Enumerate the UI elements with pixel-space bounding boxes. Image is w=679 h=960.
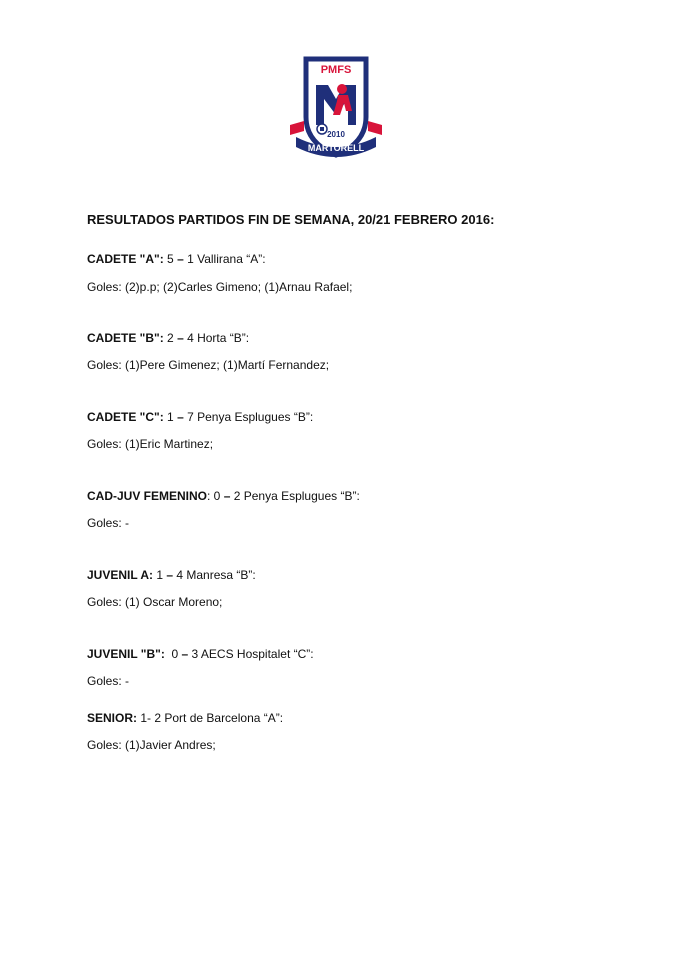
score-prefix: 1 <box>163 410 178 424</box>
match-result-line <box>87 410 313 424</box>
goals-line: Goles: (1)Javier Andres; <box>87 738 216 752</box>
score-prefix: 0 <box>164 647 182 661</box>
team-name: CAD-JUV FEMENINO <box>87 489 208 503</box>
team-name: CADETE "A": <box>87 252 164 266</box>
score-prefix: 5 <box>163 252 178 266</box>
crest-bottom-text: MARTORELL <box>307 143 365 153</box>
match-result-line <box>87 568 256 582</box>
team-name: CADETE "C": <box>87 410 164 424</box>
score-dash: – <box>166 568 174 582</box>
goals-line: Goles: - <box>87 674 130 688</box>
team-name: CADETE "B": <box>87 331 164 345</box>
score-prefix: 1- 2 Port de Barcelona “A”: <box>137 711 284 725</box>
team-name: JUVENIL "B": <box>87 647 165 661</box>
score-rest: 1 Vallirana “A”: <box>183 252 266 266</box>
goals-line: Goles: (1)Eric Martinez; <box>87 437 214 451</box>
crest-year: 2010 <box>327 130 345 139</box>
team-name: JUVENIL A: <box>87 568 154 582</box>
match-result-line <box>87 331 249 345</box>
score-dash: – <box>181 647 189 661</box>
goals-line: Goles: (2)p.p; (2)Carles Gimeno; (1)Arnau Rafael; <box>87 280 353 294</box>
score-dash: – <box>177 252 184 266</box>
score-dash: – <box>177 331 184 345</box>
match-result-line <box>87 489 360 503</box>
match-result-line <box>87 252 266 266</box>
crest-top-text: PMFS <box>320 64 352 76</box>
score-dash: – <box>177 410 184 424</box>
goals-line: Goles: (1) Oscar Moreno; <box>87 595 223 609</box>
score-dash: – <box>223 489 231 503</box>
score-prefix: 2 <box>163 331 178 345</box>
score-rest: 3 AECS Hospitalet “C”: <box>188 647 314 661</box>
score-rest: 4 Manresa “B”: <box>173 568 256 582</box>
score-rest: 7 Penya Esplugues “B”: <box>183 410 314 424</box>
goals-line: Goles: (1)Pere Gimenez; (1)Martí Fernandez; <box>87 358 330 372</box>
goals-line: Goles: - <box>87 516 130 530</box>
match-result-line <box>87 711 283 725</box>
match-result-line <box>87 647 314 661</box>
team-name: SENIOR: <box>87 711 138 725</box>
pmfs-martorell-crest <box>286 55 386 160</box>
score-rest: 4 Horta “B”: <box>183 331 250 345</box>
score-prefix: : 0 <box>207 489 224 503</box>
score-prefix: 1 <box>153 568 167 582</box>
score-rest: 2 Penya Esplugues “B”: <box>230 489 360 503</box>
page-title: RESULTADOS PARTIDOS FIN DE SEMANA, 20/21 FEBRERO 2016: <box>87 212 495 227</box>
